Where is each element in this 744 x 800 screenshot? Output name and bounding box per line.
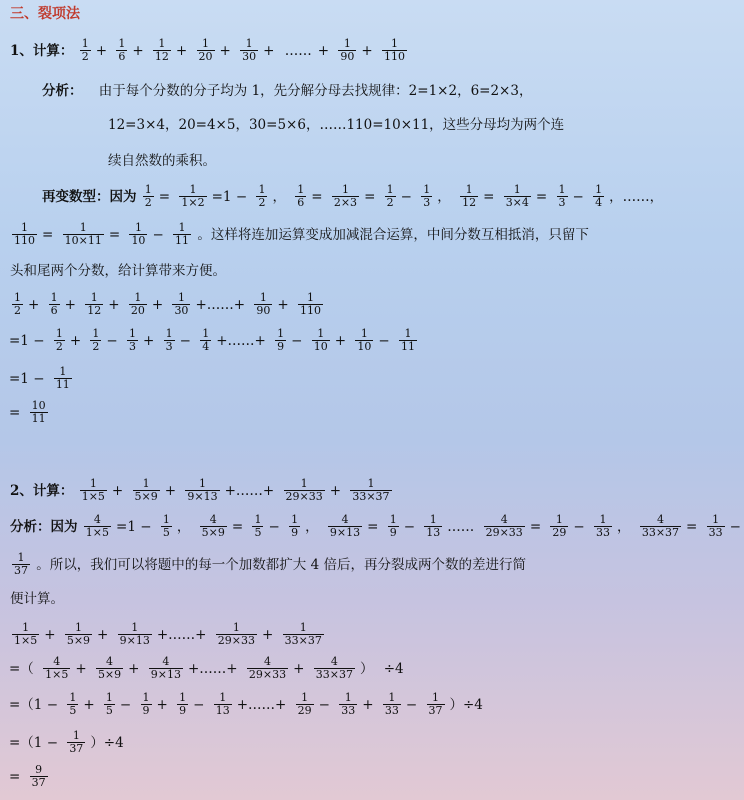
fraction: $\frac{1}{12}$ [462, 183, 477, 209]
fraction: $\frac{4}{29\times 33}$ [485, 513, 523, 539]
fraction: $\frac{4}{5\times 9}$ [97, 655, 122, 681]
fraction: $\frac{1}{110}$ [299, 291, 321, 317]
p2-step-3: =（1 − $\frac{1}{5}$ + $\frac{1}{5}$ − $\frac{1}{9}$ + $\frac{1}{9}$ − $\frac{1}{13}$ +……+ $\frac{1}{29}$ − $\frac{1}{33}$ + $\frac{1}{33}$ − $\frac{1}{37}$ ）÷4 [9, 691, 483, 717]
fraction: $\frac{1}{3}$ [423, 183, 431, 209]
analysis-line-2: 12=3×4，20=4×5，30=5×6，……110=10×11，这些分母均为两个连 [108, 116, 565, 133]
p2-step-2: =（ $\frac{4}{1\times 5}$ + $\frac{4}{5\times 9}$ + $\frac{4}{9\times 13}$ +……+ $\frac{4}{29\times 33}$ + $\frac{4}{33\times 37}$ ） ÷4 [9, 655, 404, 681]
analysis-line-3: 续自然数的乘积。 [108, 152, 216, 169]
analysis-line-1: 分析： 由于每个分数的分子均为 1，先分解分母去找规律：2=1×2，6=2×3， [42, 82, 533, 99]
fraction: $\frac{1}{33\times 37}$ [284, 621, 322, 647]
p2-result: = $\frac{9}{37}$ [9, 763, 46, 789]
fraction: $\frac{1}{1\times 5}$ [81, 477, 105, 503]
fraction: $\frac{1}{110}$ [383, 37, 405, 63]
fraction: $\frac{1}{10\times 11}$ [64, 221, 102, 247]
fraction: $\frac{1}{110}$ [14, 221, 35, 247]
section-title: 三、裂项法 [10, 6, 80, 22]
problem2-statement: 2、计算： $\frac{1}{1\times 5}$ + $\frac{1}{5\times 9}$ + $\frac{1}{9\times 13}$ +……+ $\frac{1}{29\times 33}$ + $\frac{1}{33\times 37}$ [10, 477, 390, 503]
fraction: $\frac{1}{4}$ [595, 183, 603, 209]
fraction: $\frac{1}{33\times 37}$ [352, 477, 390, 503]
fraction: $\frac{1}{10}$ [131, 221, 146, 247]
fraction: $\frac{1}{9\times 13}$ [187, 477, 218, 503]
fraction: $\frac{1}{3}$ [558, 183, 566, 209]
fraction: $\frac{4}{33\times 37}$ [315, 655, 353, 681]
fraction: $\frac{1}{90}$ [340, 37, 355, 63]
fraction: $\frac{4}{1\times 5}$ [85, 513, 110, 539]
problem2-analysis: 分析：因为 $\frac{4}{1\times 5}$ =1 − $\frac{1}{5}$ ， $\frac{4}{5\times 9}$ = $\frac{1}{5}$ − $\frac{1}{9}$ ， $\frac{4}{9\times 13}$ = $\frac{1}{9}$ − $\frac{1}{13}$ …… $\frac{4}{29\times 33}$ = $\frac{1}{29}$ − $\frac{1}{33}$ ， $\frac{4}{33\times 37}$ = $\frac{1}{33}$ − [10, 513, 741, 539]
fraction: $\frac{4}{29\times 33}$ [248, 655, 287, 681]
fraction: $\frac{1}{33}$ [596, 513, 611, 539]
fraction: $\frac{4}{1\times 5}$ [45, 655, 69, 681]
fraction: $\frac{1}{9}$ [142, 691, 150, 717]
fraction: $\frac{1}{30}$ [242, 37, 257, 63]
rewrite-line-3: 头和尾两个分数，给计算带来方便。 [10, 262, 226, 279]
fraction: $\frac{1}{20}$ [198, 37, 213, 63]
problem2-label: 2、计算： [10, 482, 74, 499]
solution-step-3: =1 − $\frac{1}{11}$ [9, 365, 70, 391]
fraction: $\frac{1}{2}$ [386, 183, 394, 209]
fraction: $\frac{1}{2}$ [258, 183, 266, 209]
fraction: $\frac{1}{29\times 33}$ [217, 621, 256, 647]
fraction: $\frac{1}{6}$ [297, 183, 305, 209]
p2-step-1: $\frac{1}{1\times 5}$ + $\frac{1}{5\times 9}$ + $\frac{1}{9\times 13}$ +……+ $\frac{1}{29\times 33}$ + $\frac{1}{33\times 37}$ [14, 621, 322, 647]
solution-result: = $\frac{10}{11}$ [9, 399, 46, 425]
fraction: $\frac{1}{10}$ [313, 327, 328, 353]
fraction: $\frac{4}{33\times 37}$ [641, 513, 680, 539]
rewrite-line: 再变数型：因为 $\frac{1}{2}$ = $\frac{1}{1\times 2}$ =1 − $\frac{1}{2}$ ， $\frac{1}{6}$ = $\frac{1}{2\times 3}$ = $\frac{1}{2}$ − $\frac{1}{3}$ ， $\frac{1}{12}$ = $\frac{1}{3\times 4}$ = $\frac{1}{3}$ − $\frac{1}{4}$ ，……， [42, 183, 664, 209]
fraction: $\frac{1}{2\times 3}$ [333, 183, 358, 209]
fraction: $\frac{1}{9}$ [291, 513, 299, 539]
fraction: $\frac{1}{37}$ [69, 729, 84, 755]
fraction: $\frac{1}{90}$ [256, 291, 271, 317]
fraction: $\frac{1}{11}$ [175, 221, 190, 247]
fraction: $\frac{1}{13}$ [426, 513, 441, 539]
problem2-analysis-3: 便计算。 [10, 590, 64, 607]
fraction: $\frac{1}{9}$ [389, 513, 397, 539]
fraction: $\frac{9}{37}$ [31, 763, 46, 789]
fraction: $\frac{1}{2}$ [81, 37, 89, 63]
fraction: $\frac{1}{30}$ [174, 291, 189, 317]
fraction: $\frac{1}{33}$ [708, 513, 723, 539]
fraction: $\frac{1}{33}$ [384, 691, 399, 717]
fraction: $\frac{1}{3\times 4}$ [505, 183, 529, 209]
fraction: $\frac{1}{5\times 9}$ [66, 621, 91, 647]
fraction: $\frac{1}{9}$ [179, 691, 187, 717]
fraction: $\frac{1}{5}$ [162, 513, 170, 539]
problem1-label: 1、计算： [10, 42, 74, 59]
fraction: $\frac{1}{2}$ [55, 327, 63, 353]
p2-step-4: =（1 − $\frac{1}{37}$ ）÷4 [9, 729, 124, 755]
fraction: $\frac{1}{10}$ [357, 327, 372, 353]
fraction: $\frac{1}{29}$ [552, 513, 567, 539]
fraction: $\frac{1}{11}$ [55, 365, 70, 391]
fraction: $\frac{1}{12}$ [87, 291, 102, 317]
fraction: $\frac{4}{5\times 9}$ [201, 513, 225, 539]
fraction: $\frac{4}{9\times 13}$ [329, 513, 361, 539]
fraction: $\frac{1}{5}$ [254, 513, 262, 539]
problem1-statement: 1、计算： $\frac{1}{2}$ + $\frac{1}{6}$ + $\frac{1}{12}$ + $\frac{1}{20}$ + $\frac{1}{30}$ + …… + $\frac{1}{90}$ + $\frac{1}{110}$ [10, 37, 405, 63]
fraction: $\frac{1}{1\times 5}$ [14, 621, 38, 647]
fraction: $\frac{1}{37}$ [14, 551, 28, 577]
fraction: $\frac{1}{29}$ [297, 691, 312, 717]
fraction: $\frac{1}{2}$ [92, 327, 100, 353]
rewrite-line-2: $\frac{1}{110}$ = $\frac{1}{10\times 11}$ = $\frac{1}{10}$ − $\frac{1}{11}$ 。这样将连加运算变成加减混合运算，中间分数互相抵消，只留下 [14, 221, 589, 247]
fraction: $\frac{10}{11}$ [31, 399, 46, 425]
fraction: $\frac{1}{3}$ [129, 327, 137, 353]
fraction: $\frac{4}{9\times 13}$ [150, 655, 181, 681]
solution-step-2: =1 − $\frac{1}{2}$ + $\frac{1}{2}$ − $\frac{1}{3}$ + $\frac{1}{3}$ − $\frac{1}{4}$ +……+ $\frac{1}{9}$ − $\frac{1}{10}$ + $\frac{1}{10}$ − $\frac{1}{11}$ [9, 327, 415, 353]
fraction: $\frac{1}{5}$ [105, 691, 113, 717]
problem2-analysis-2: $\frac{1}{37}$ 。所以，我们可以将题中的每一个加数都扩大 4 倍后，再分裂成两个数的差进行简 [14, 551, 526, 577]
fraction: $\frac{1}{33}$ [341, 691, 356, 717]
fraction: $\frac{1}{3}$ [165, 327, 173, 353]
fraction: $\frac{1}{12}$ [154, 37, 169, 63]
fraction: $\frac{1}{6}$ [50, 291, 58, 317]
fraction: $\frac{1}{9\times 13}$ [119, 621, 150, 647]
fraction: $\frac{1}{9}$ [277, 327, 285, 353]
fraction: $\frac{1}{11}$ [401, 327, 415, 353]
fraction: $\frac{1}{5}$ [69, 691, 77, 717]
fraction: $\frac{1}{4}$ [202, 327, 210, 353]
fraction: $\frac{1}{29\times 33}$ [285, 477, 323, 503]
fraction: $\frac{1}{5\times 9}$ [134, 477, 158, 503]
fraction: $\frac{1}{2}$ [14, 291, 21, 317]
fraction: $\frac{1}{1\times 2}$ [181, 183, 205, 209]
fraction: $\frac{1}{20}$ [130, 291, 145, 317]
fraction: $\frac{1}{6}$ [118, 37, 126, 63]
fraction: $\frac{1}{2}$ [144, 183, 152, 209]
fraction: $\frac{1}{37}$ [428, 691, 443, 717]
solution-step-1: $\frac{1}{2}$ + $\frac{1}{6}$ + $\frac{1}{12}$ + $\frac{1}{20}$ + $\frac{1}{30}$ +……+ $\frac{1}{90}$ + $\frac{1}{110}$ [14, 291, 321, 317]
fraction: $\frac{1}{13}$ [215, 691, 230, 717]
